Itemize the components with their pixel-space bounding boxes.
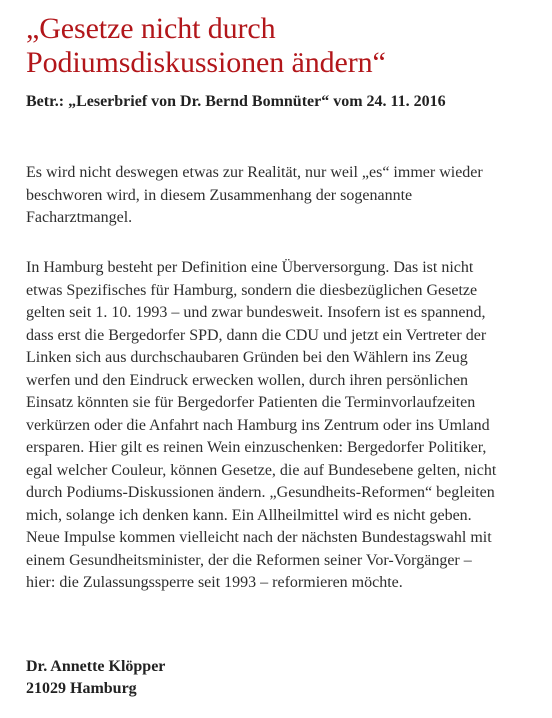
text-line: werfen und den Eindruck erwecken wollen, durch ihren persönlichen [26, 371, 469, 389]
author-name: Dr. Annette Klöpper [26, 658, 166, 675]
text-line: dass erst die Bergedorfer SPD, dann die CDU und jetzt ein Vertreter der [26, 326, 487, 344]
text-line: durch Podiums-Diskussionen ändern. „Gesundheits-Reformen“ begleiten [26, 484, 495, 501]
text-line: Es wird nicht deswegen etwas zur Realität, nur weil „es“ immer wieder [26, 164, 483, 181]
text-line: hier: die Zulassungssperre seit 1993 – reformieren möchte. [26, 574, 403, 591]
text-line: Linken sich aus durchschaubaren Gründen bei den Wählern ins Zeug [26, 349, 468, 366]
text-line: Einsatz könnten sie für Bergedorfer Patienten die Terminvorlaufzeiten [26, 394, 476, 411]
text-line: ersparen. Hier gilt es reinen Wein einzuschenken: Bergedorfer Politiker, [26, 439, 487, 456]
article-subtitle: Betr.: „Leserbrief von Dr. Bernd Bomnüter“ vom 24. 11. 2016 [26, 93, 446, 110]
text-line: gelten seit 1. 10. 1993 – und zwar bundesweit. Insofern ist es spannend, [26, 304, 486, 321]
headline-line: Podiumsdiskussionen ändern“ [26, 46, 386, 79]
author-signature [26, 656, 165, 700]
author-city: 21029 Hamburg [26, 680, 137, 697]
text-line: beschworen wird, in diesem Zusammenhang der sogenannte [26, 186, 413, 204]
text-line: Neue Impulse kommen vielleicht nach der nächsten Bundestagswahl mit [26, 529, 492, 546]
text-line: mich, solange ich denken kann. Ein Allheilmittel wird es nicht geben. [26, 506, 472, 524]
text-line: verkürzen oder die Anfahrt nach Hamburg ins Zentrum oder ins Umland [26, 416, 490, 434]
text-line: In Hamburg besteht per Definition eine Überversorgung. Das ist nicht [26, 259, 474, 276]
paragraph-1 [26, 162, 546, 230]
text-line: egal welcher Couleur, können Gesetze, die auf Bundesebene gelten, nicht [26, 461, 497, 479]
headline-line: „Gesetze nicht durch [26, 12, 276, 45]
article-headline [26, 12, 546, 80]
paragraph-2 [26, 257, 546, 595]
text-line: etwas Spezifisches für Hamburg, sondern die diesbezüglichen Gesetze [26, 281, 478, 299]
text-line: einem Gesundheitsminister, der die Reformen seiner Vor-Vorgänger – [26, 551, 472, 569]
text-line: Facharztmangel. [26, 209, 133, 226]
